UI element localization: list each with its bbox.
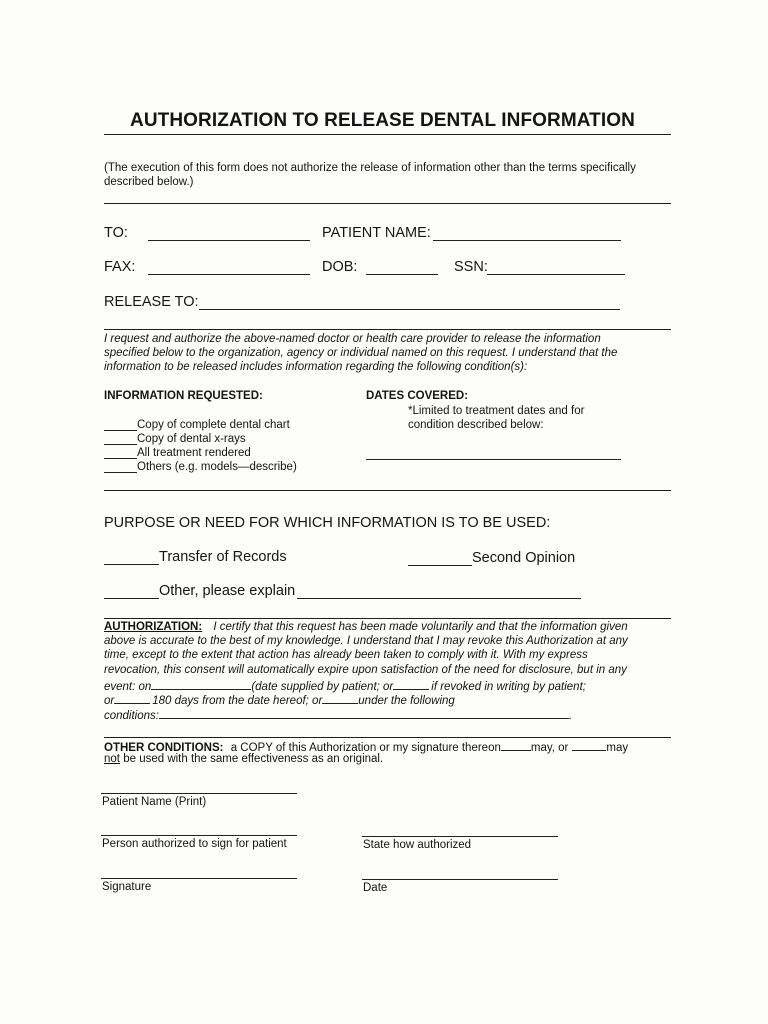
expire-on-text: event: on [104,681,152,693]
may-text: may [606,742,629,754]
may-or-text: may, or [530,742,569,754]
conditions-field[interactable] [159,706,569,719]
ssn-field[interactable] [487,274,625,275]
copy-may-not-checkbox-line[interactable] [572,738,606,751]
date-label: Date [363,882,388,894]
fax-field[interactable] [148,274,310,275]
checkbox-line[interactable] [104,444,137,445]
request-line-2: specified below to the organization, agency or individual named on this request. I understand that the [104,347,618,359]
date-supplied-text: (date supplied by patient; or [251,681,394,693]
not-text: not [104,753,120,765]
or-text: or [104,695,115,707]
other-explain-label: Other, please explain [159,583,296,599]
information-requested-heading: INFORMATION REQUESTED: [104,390,263,402]
divider [104,490,671,491]
person-authorized-label: Person authorized to sign for patient [102,838,287,850]
divider [104,618,671,619]
copy-may-checkbox-line[interactable] [501,738,531,751]
signature-field[interactable] [101,878,297,879]
fax-label: FAX: [104,259,136,275]
to-field[interactable] [148,240,310,241]
other-conditions-text: a COPY of this Authorization or my signature thereon [230,742,501,754]
transfer-of-records-label: Transfer of Records [159,549,287,565]
patient-name-print-label: Patient Name (Print) [102,796,207,808]
release-to-field[interactable] [199,309,620,310]
state-how-authorized-field[interactable] [362,836,558,837]
authorization-line-7: conditions: . [104,706,572,723]
conditions-label: conditions: [104,710,159,722]
disclaimer-line-1: (The execution of this form does not authorize the release of information other than the terms specifically [104,162,636,174]
other-conditions-line-2 [104,752,383,766]
other-conditions-label: OTHER CONDITIONS: [104,742,224,754]
request-line-3: information to be released includes information regarding the following condition(s): [104,361,528,373]
date-field[interactable] [362,879,558,880]
second-opinion-label: Second Opinion [472,550,576,566]
request-line-1: I request and authorize the above-named doctor or health care provider to release the information [104,333,601,345]
purpose-heading: PURPOSE OR NEED FOR WHICH INFORMATION IS TO BE USED: [104,515,551,531]
release-to-label: RELEASE TO: [104,294,199,310]
authorization-line-2: above is accurate to the best of my knowledge. I understand that I may revoke this Authorization at any [104,635,628,647]
title-underline [104,134,671,135]
info-item: Copy of dental x-rays [137,433,246,445]
info-item: All treatment rendered [137,447,251,459]
patient-name-label: PATIENT NAME: [322,225,431,241]
patient-name-field[interactable] [433,240,621,241]
authorization-text: I certify that this request has been made voluntarily and that the information given [213,621,628,633]
dob-label: DOB: [322,259,358,275]
dates-covered-heading: DATES COVERED: [366,390,469,402]
ssn-label: SSN: [454,259,488,275]
info-item: Copy of complete dental chart [137,419,290,431]
other-checkbox-line[interactable] [104,598,159,599]
info-item: Others (e.g. models—describe) [137,461,297,473]
person-authorized-field[interactable] [101,835,297,836]
180-days-checkbox-line[interactable] [114,691,150,704]
to-label: TO: [104,225,128,241]
180-days-text: 180 days from the date hereof; or [152,695,323,707]
other-explain-field[interactable] [297,598,581,599]
divider [104,329,671,330]
disclaimer-line-2: described below.) [104,176,194,188]
conditions-checkbox-line[interactable] [322,691,358,704]
checkbox-line[interactable] [104,472,137,473]
state-how-authorized-label: State how authorized [363,839,472,851]
checkbox-line[interactable] [104,458,137,459]
authorization-line-3: time, except to the extent that action has already been taken to comply with it. With my express [104,649,588,661]
transfer-checkbox-line[interactable] [104,564,159,565]
dates-note-line-1: *Limited to treatment dates and for [408,405,585,417]
authorization-label: AUTHORIZATION: [104,621,203,633]
dates-covered-field[interactable] [366,459,621,460]
patient-name-print-field[interactable] [101,793,297,794]
expire-date-field[interactable] [151,677,251,690]
effectiveness-text: be used with the same effectiveness as an original. [123,753,384,765]
checkbox-line[interactable] [104,430,137,431]
signature-label: Signature [102,881,152,893]
authorization-line-1 [104,620,628,634]
second-opinion-checkbox-line[interactable] [408,565,472,566]
dob-field[interactable] [366,274,438,275]
revoked-text: if revoked in writing by patient; [431,681,586,693]
following-text: under the following [358,695,455,707]
authorization-line-4: revocation, this consent will automatically expire upon satisfaction of the need for disclosure, but in any [104,664,627,676]
form-title: AUTHORIZATION TO RELEASE DENTAL INFORMATION [130,110,635,131]
revoke-checkbox-line[interactable] [393,677,429,690]
dates-note-line-2: condition described below: [408,419,544,431]
divider [104,203,671,204]
